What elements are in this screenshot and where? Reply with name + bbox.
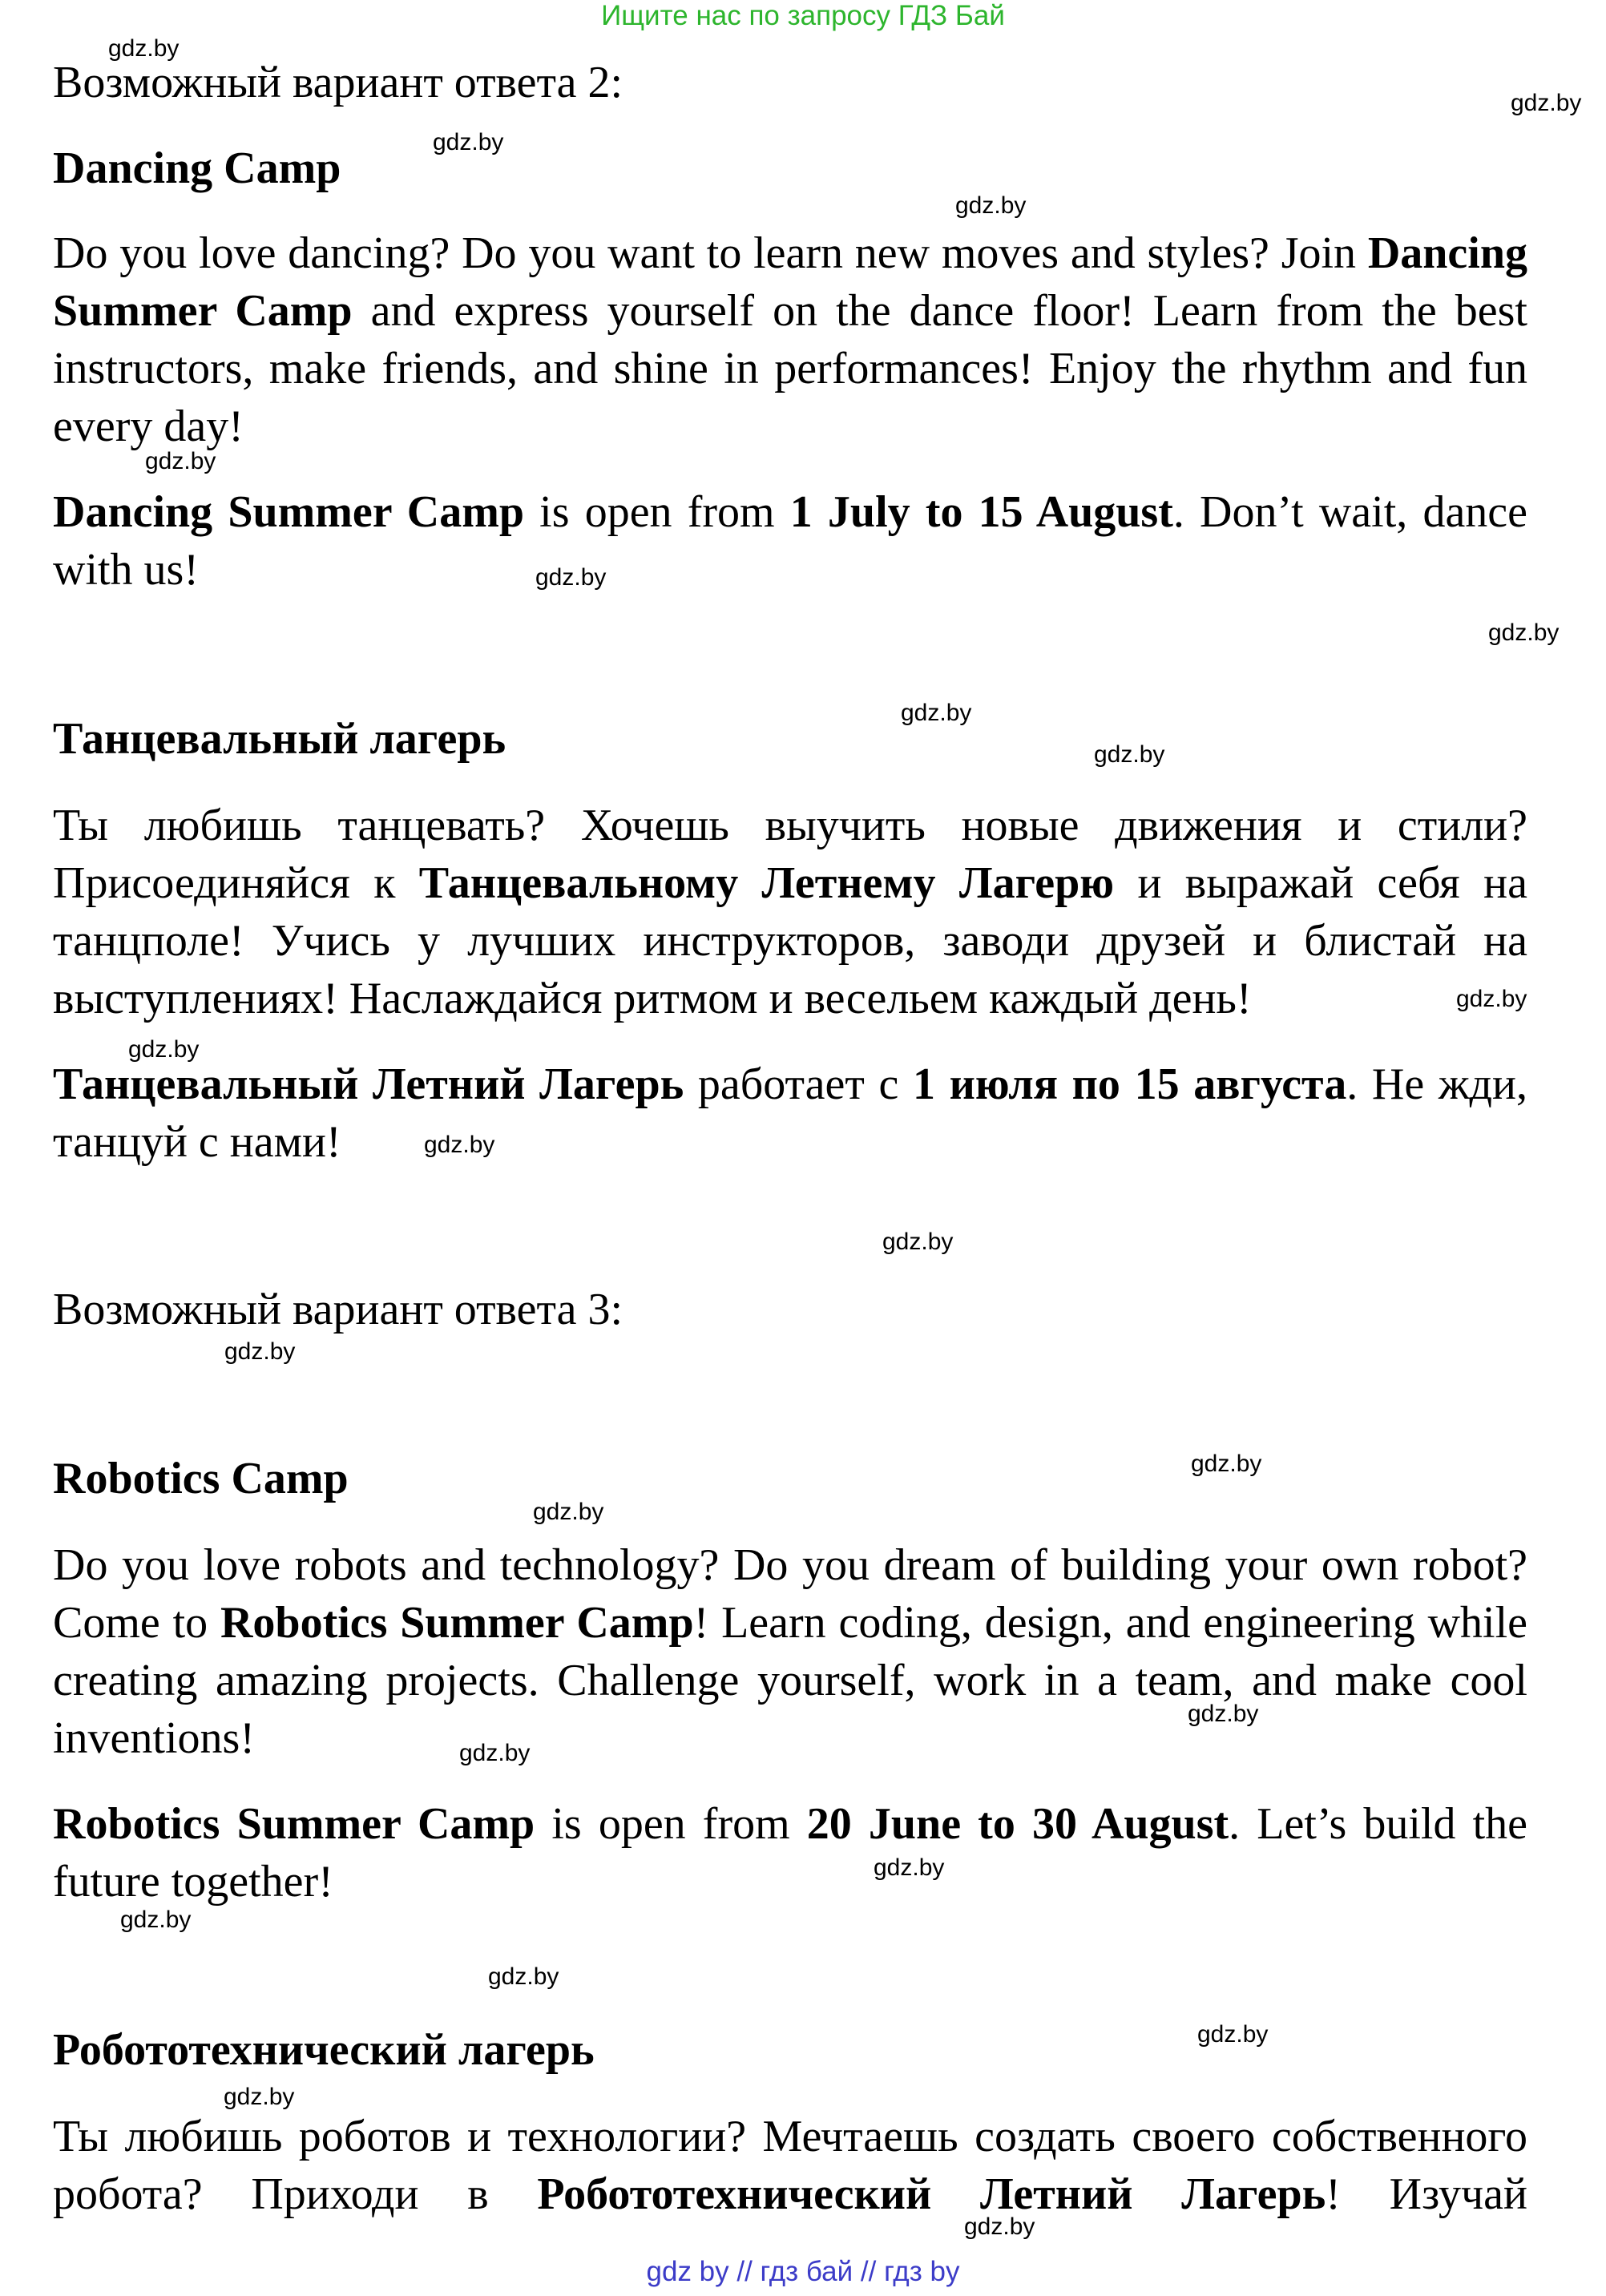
bottom-banner[interactable]: gdz by // гдз бай // гдз by [646, 2256, 960, 2287]
watermark: gdz.by [128, 1036, 200, 1063]
watermark: gdz.by [1094, 741, 1165, 768]
robotics-camp-title: Robotics Camp [53, 1454, 349, 1503]
robotics-camp-paragraph-1: Do you love robots and technology? Do you dream of building your own robot? Come to Robotics Summer Camp! Learn coding, design, and engineering while creating amazing projects. Challenge yourself, work in a team, and make cool inventions! [53, 1540, 1528, 1763]
variant-2-label: Возможный вариант ответа 2: [53, 58, 623, 107]
watermark: gdz.by [964, 2213, 1035, 2240]
dancing-camp-paragraph-2-ru: Танцевальный Летний Лагерь работает с 1 июля по 15 августа. Не жди, танцуй с нами! [53, 1059, 1528, 1167]
dancing-camp-title: Dancing Camp [53, 143, 341, 193]
watermark: gdz.by [224, 1338, 296, 1365]
watermark: gdz.by [955, 192, 1027, 219]
robotics-camp-title-ru: Робототехнический лагерь [53, 2025, 595, 2075]
top-banner[interactable]: Ищите нас по запросу ГДЗ Бай [601, 0, 1005, 31]
watermark: gdz.by [1488, 619, 1560, 646]
watermark: gdz.by [145, 448, 216, 474]
watermark: gdz.by [1191, 1451, 1262, 1477]
watermark: gdz.by [535, 564, 607, 591]
watermark: gdz.by [120, 1907, 192, 1933]
watermark: gdz.by [108, 35, 180, 62]
watermark: gdz.by [533, 1499, 604, 1525]
watermark: gdz.by [488, 1963, 559, 1990]
watermark: gdz.by [1511, 90, 1582, 116]
dancing-camp-paragraph-1: Do you love dancing? Do you want to learn new moves and styles? Join Dancing Summer Camp and express yourself on the dance floor! Learn from the best instructors, make friends, and shine in performances! Enjoy the rhythm and fun every day! [53, 228, 1527, 451]
dancing-camp-title-ru: Танцевальный лагерь [53, 714, 506, 764]
watermark: gdz.by [874, 1854, 945, 1881]
robotics-camp-paragraph-2: Robotics Summer Camp is open from 20 June to 30 August. Let’s build the future together! [53, 1799, 1528, 1907]
robotics-camp-paragraph-1-ru: Ты любишь роботов и технологии? Мечтаешь создать своего собственного робота? Приходи в Робототехнический Летний Лагерь! Изучай [53, 2112, 1528, 2219]
watermark: gdz.by [433, 129, 504, 155]
dancing-camp-paragraph-2: Dancing Summer Camp is open from 1 July to 15 August. Don’t wait, dance with us! [53, 487, 1528, 595]
watermark: gdz.by [224, 2084, 295, 2110]
watermark: gdz.by [901, 700, 972, 726]
watermark: gdz.by [459, 1740, 531, 1766]
variant-3-label: Возможный вариант ответа 3: [53, 1285, 623, 1334]
watermark: gdz.by [1197, 2021, 1269, 2048]
watermark: gdz.by [882, 1229, 954, 1255]
watermark: gdz.by [424, 1132, 495, 1158]
watermark: gdz.by [1456, 986, 1527, 1012]
dancing-camp-paragraph-1-ru: Ты любишь танцевать? Хочешь выучить новые движения и стили? Присоединяйся к Танцевальному Летнему Лагерю и выражай себя на танцполе! Учись у лучших инструкторов, заводи друзей и блистай на выступлениях! Наслаждайся ритмом и весельем каждый день! [53, 801, 1527, 1023]
watermark: gdz.by [1188, 1701, 1259, 1727]
